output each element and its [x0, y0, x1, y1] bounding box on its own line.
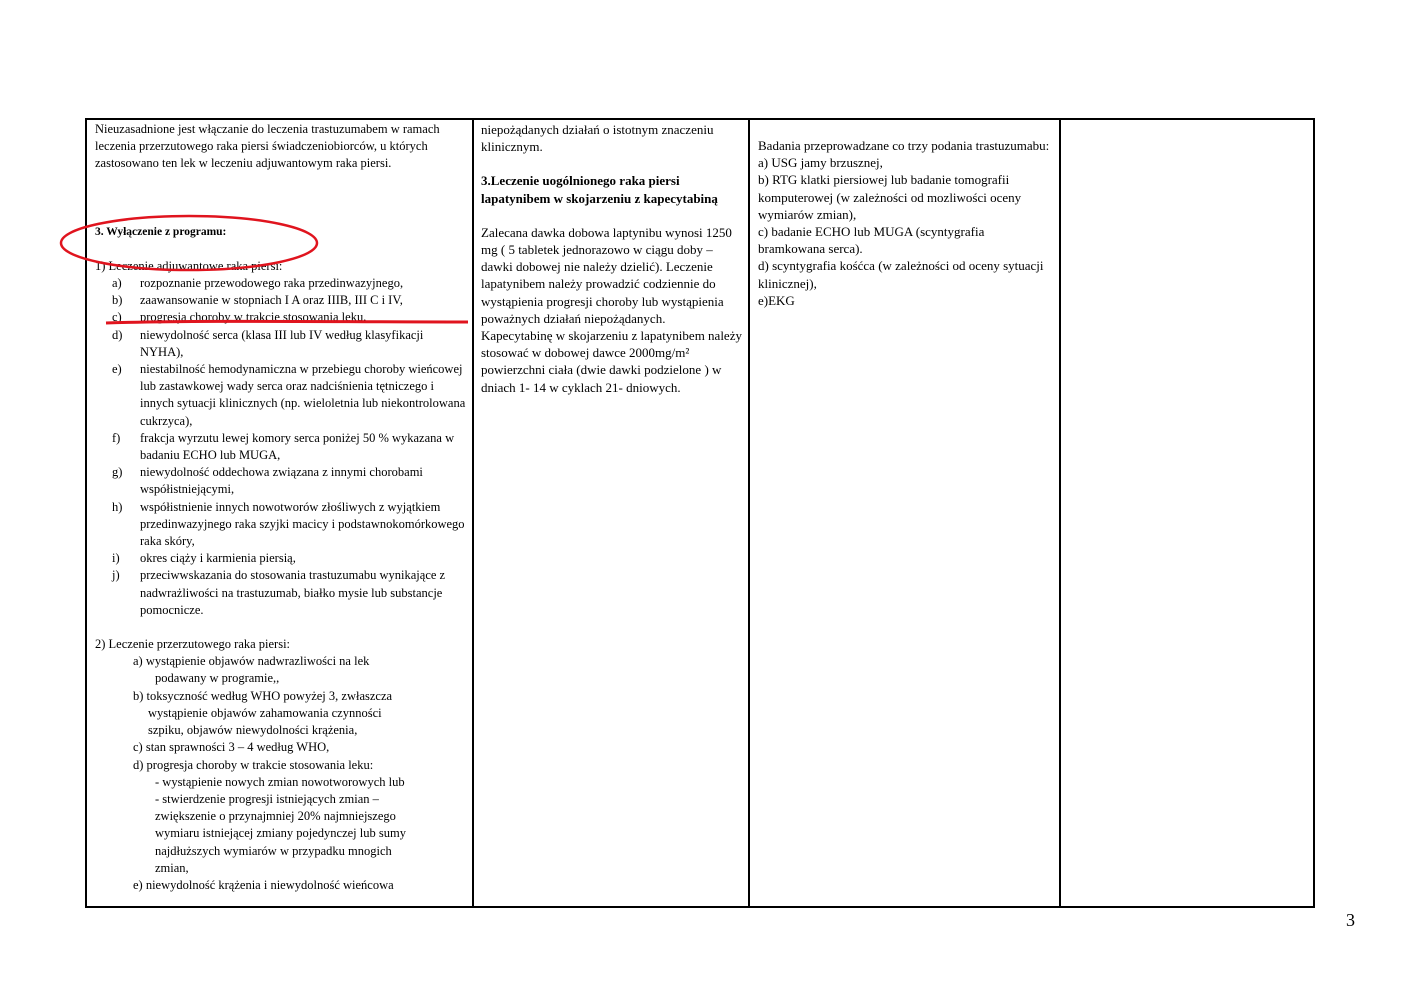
list-item: b) toksyczność według WHO powyżej 3, zwłaszcza: [133, 688, 393, 703]
adjuvant-subheading: 1) Leczenie adjuwantowe raka piersi:: [95, 258, 283, 273]
diagnostics-item: d) scyntygrafia kośćca (w zależności od oceny sytuacji klinicznej),: [758, 258, 1044, 291]
adjuvant-list: [95, 275, 466, 619]
diagnostics-cell: [749, 119, 1060, 907]
list-item: a) wystąpienie objawów nadwrazliwości na lek: [133, 654, 370, 669]
diagnostics-intro: Badania przeprowadzane co trzy podania trastuzumabu:: [758, 138, 1050, 153]
list-subitem-continuation: zwiększenie o przynajmniej 20% najmniejszego: [155, 809, 396, 824]
metastatic-subheading: 2) Leczenie przerzutowego raka piersi:: [95, 637, 291, 652]
diagnostics-item: a) USG jamy brzusznej,: [758, 155, 883, 171]
page-number: 3: [1346, 910, 1355, 930]
section-title: 3. Wyłączenie z programu:: [95, 225, 227, 238]
list-subitem-continuation: zmian,: [155, 860, 189, 875]
list-subitem: - wystąpienie nowych zmian nowotworowych lub: [155, 774, 405, 789]
list-item: j) przeciwwskazania do stosowania trastuzumabu wynikające z nadwrażliwości na trastuzumab, białko mysie lub substancje pomocnicze.: [112, 568, 446, 617]
table-row: [86, 119, 1314, 907]
diagnostics-item: b) RTG klatki piersiowej lub badanie tomografii komputerowej (w zależności od mozliwości oceny wymiarów zmian),: [758, 172, 1022, 222]
list-subitem: - stwierdzenie progresji istniejących zmian –: [155, 791, 379, 806]
diagnostics-item: c) badanie ECHO lub MUGA (scyntygrafia bramkowana serca).: [758, 224, 985, 257]
list-item: g) niewydolność oddechowa związana z innymi chorobami współistniejącymi,: [112, 465, 423, 497]
list-item: d) niewydolność serca (klasa III lub IV według klasyfikacji NYHA),: [112, 327, 424, 359]
list-item: e) niewydolność krążenia i niewydolność wieńcowa: [133, 877, 394, 892]
list-item: h) współistnienie innych nowotworów złośliwych z wyjątkiem przedinwazyjnego raka szyjki macicy i podstawnokomórkowego raka skóry,: [112, 499, 465, 549]
list-item: d) progresja choroby w trakcie stosowania leku:: [133, 757, 374, 772]
list-item: b) zaawansowanie w stopniach I A oraz IIIB, III C i IV,: [112, 293, 403, 308]
exclusion-criteria-cell: [86, 119, 473, 907]
list-item: i) okres ciąży i karmienia piersią,: [112, 551, 296, 566]
continued-text: niepożądanych działań o istotnym znaczeniu klinicznym.: [481, 122, 714, 155]
lapatinib-heading: 3.Leczenie uogólnionego raka piersi lapatynibem w skojarzeniu z kapecytabiną: [481, 173, 718, 206]
program-table: [85, 118, 1315, 908]
list-item-continuation: wystąpienie objawów zahamowania czynności: [148, 705, 382, 720]
list-item: e) niestabilność hemodynamiczna w przebiegu choroby wieńcowej lub zastawkowej wady serca oraz nadciśnienia tętniczego i innych sytuacji klinicznych (np. wieloletnia lub niekontrolowana cukrzyca),: [112, 362, 466, 428]
capecitabine-dosage-paragraph: Kapecytabinę w skojarzeniu z lapatynibem należy stosować w dobowej dawce 2000mg/m² powierzchni ciała (dwie dawki podzielone ) w dniach 1- 14 w cyklach 21- dniowych.: [481, 328, 742, 395]
list-item-continuation: podawany w programie,,: [155, 671, 280, 686]
list-subitem-continuation: wymiaru istniejącej zmiany pojedynczej lub sumy: [155, 826, 406, 841]
list-item: a) rozpoznanie przewodowego raka przedinwazyjnego,: [112, 276, 404, 291]
list-item-continuation: szpiku, objawów niewydolności krążenia,: [148, 723, 358, 738]
list-item: c) progresja choroby w trakcie stosowania leku,: [112, 310, 367, 325]
lapatinib-dosage-paragraph: Zalecana dawka dobowa laptynibu wynosi 1250 mg ( 5 tabletek jednorazowo w ciągu doby – dawki dobowej nie należy dzielić). Leczenie lapatynibem należy prowadzić codziennie do wystąpienia progresji choroby lub wystąpienia poważnych działań niepożądanych.: [481, 224, 732, 326]
list-item: f) frakcja wyrzutu lewej komory serca poniżej 50 % wykazana w badaniu ECHO lub MUGA,: [112, 430, 455, 463]
list-subitem-continuation: najdłuższych wymiarów w przypadku mnogich: [155, 843, 392, 858]
empty-cell: [1060, 119, 1314, 907]
dosage-cell: [473, 119, 749, 907]
list-item: c) stan sprawności 3 – 4 według WHO,: [133, 740, 330, 755]
intro-paragraph: Nieuzasadnione jest włączanie do leczenia trastuzumabem w ramach leczenia przerzutowego raka piersi świadczeniobiorców, u których zastosowano ten lek w leczeniu adjuwantowym raka piersi.: [95, 122, 440, 171]
diagnostics-item: e)EKG: [758, 292, 795, 308]
